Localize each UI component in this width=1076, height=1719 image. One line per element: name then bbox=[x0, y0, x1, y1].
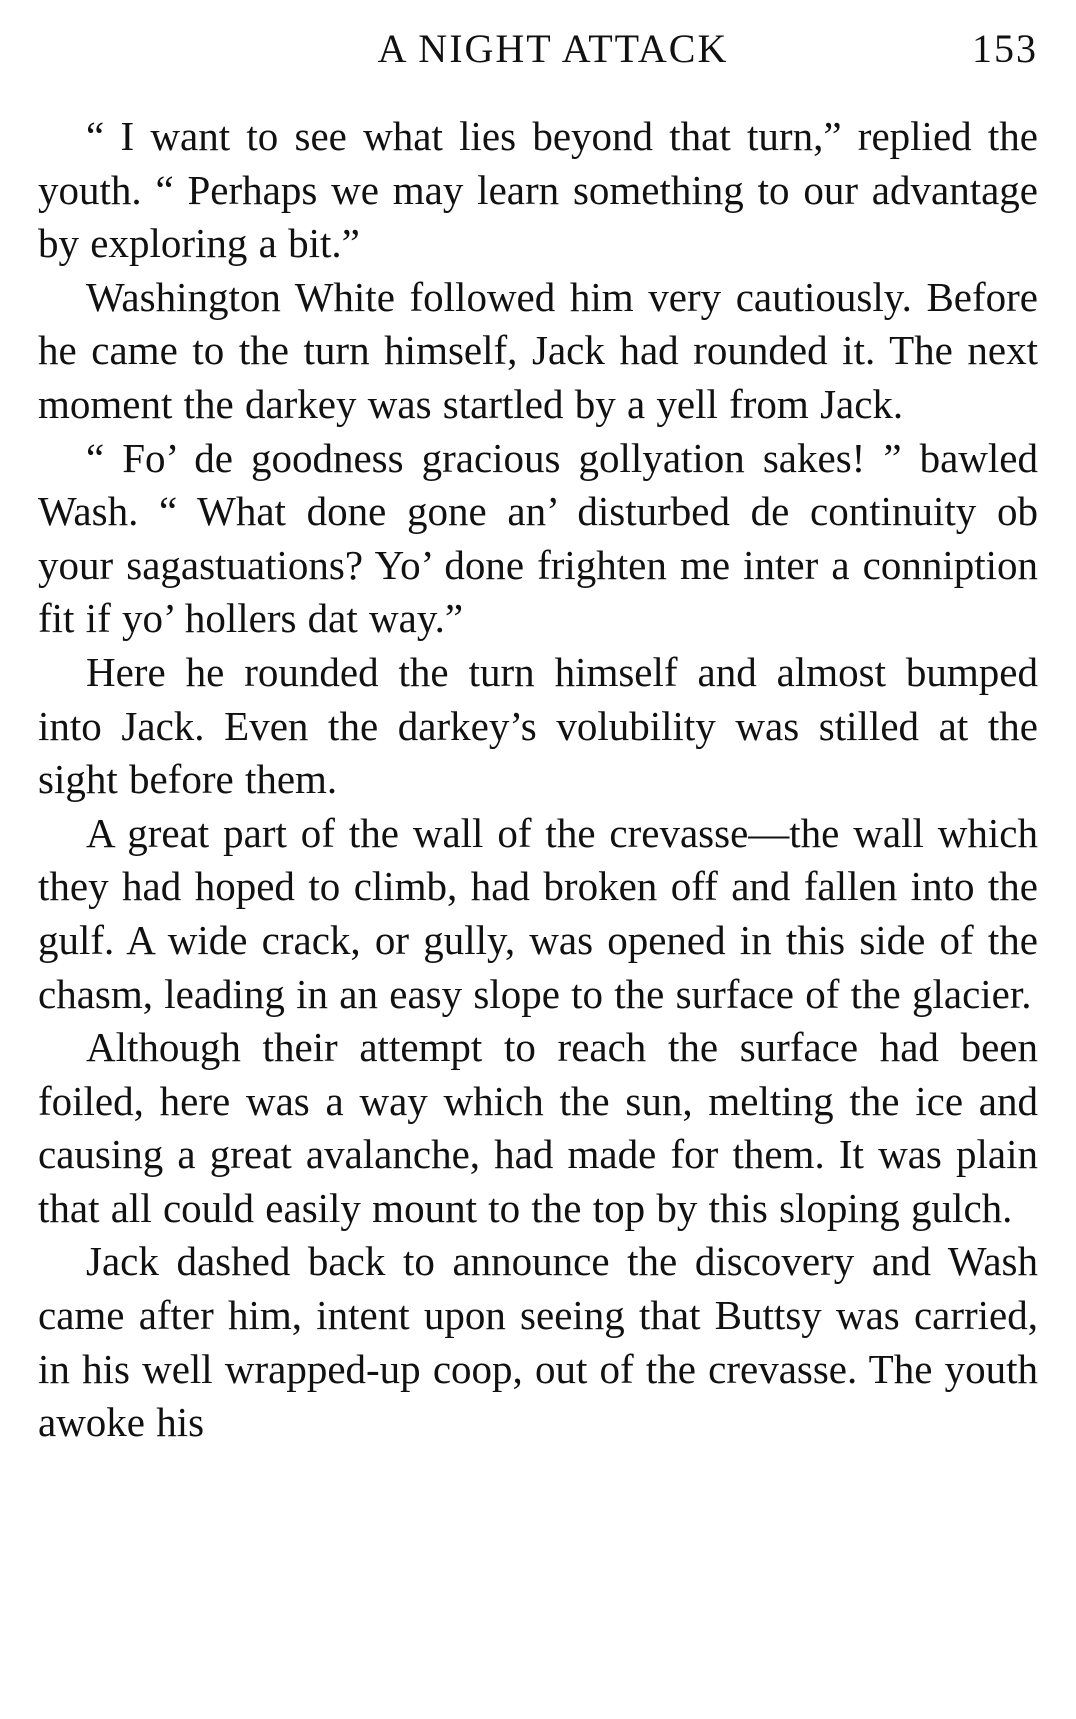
page-body bbox=[38, 110, 1038, 1450]
paragraph-4: Here he rounded the turn himself and almost bumped into Jack. Even the darkey’s volubility was stilled at the sight before them. bbox=[38, 648, 1038, 803]
paragraph-7: Jack dashed back to announce the discovery and Wash came after him, intent upon seeing that Buttsy was carried, in his well wrapped-up coop, out of the crevasse. The youth awoke his bbox=[38, 1238, 1038, 1446]
paragraph-1: “ I want to see what lies beyond that turn,” replied the youth. “ Perhaps we may learn something to our advantage by exploring a bit.” bbox=[38, 113, 1038, 267]
chapter-title: A NIGHT ATTACK bbox=[377, 26, 729, 71]
paragraph-5: A great part of the wall of the crevasse—the wall which they had hoped to climb, had broken off and fallen into the gulf. A wide crack, or gully, was opened in this side of the chasm, leading in an easy slope to the surface of the glacier. bbox=[38, 809, 1038, 1017]
paragraph-3: “ Fo’ de goodness gracious gollyation sakes! ” bawled Wash. “ What done gone an’ disturbed de continuity ob your sagastuations? Yo’ done frighten me inter a conniption fit if yo’ hollers dat way.” bbox=[38, 434, 1038, 642]
paragraph-2: Washington White followed him very cautiously. Before he came to the turn himself, Jack had rounded it. The next moment the darkey was startled by a yell from Jack. bbox=[38, 273, 1038, 427]
book-page bbox=[38, 18, 1038, 1708]
running-head bbox=[38, 18, 1038, 80]
paragraph-6: Although their attempt to reach the surface had been foiled, here was a way which the sun, melting the ice and causing a great avalanche, had made for them. It was plain that all could easily mount to the top by this sloping gulch. bbox=[38, 1024, 1038, 1231]
page-number: 153 bbox=[972, 26, 1038, 71]
